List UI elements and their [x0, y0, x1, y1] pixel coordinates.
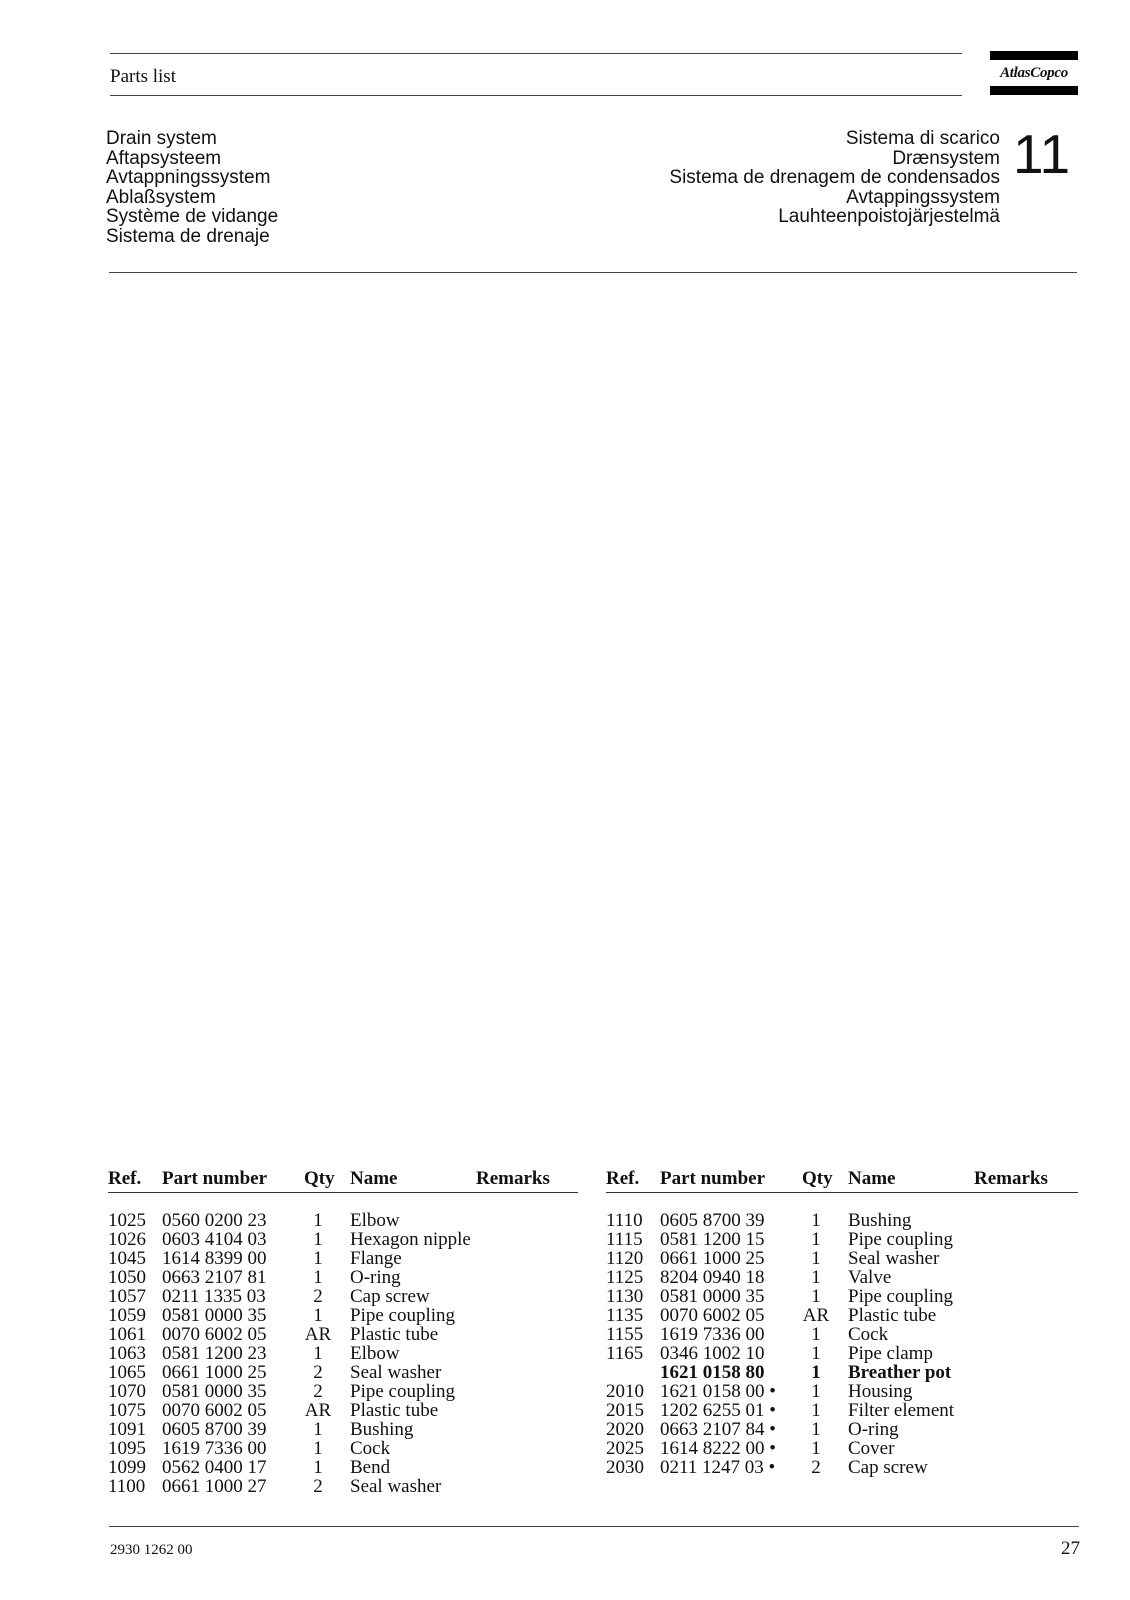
cell-qty: 1 — [811, 1286, 821, 1307]
table-row — [606, 1344, 1078, 1363]
section-titles-right — [669, 129, 1000, 227]
cell-ref: 1026 — [108, 1229, 146, 1250]
col-remarks-header: Remarks — [476, 1168, 550, 1189]
cell-qty: 1 — [313, 1267, 323, 1288]
cell-part-number: 1614 8399 00 — [162, 1248, 267, 1269]
cell-name: Valve — [848, 1267, 892, 1288]
cell-ref: 1045 — [108, 1248, 146, 1269]
table-row — [606, 1382, 1078, 1401]
section-title: Avtappningssystem — [106, 167, 271, 188]
cell-qty: 2 — [313, 1476, 323, 1497]
cell-name: O-ring — [350, 1267, 401, 1288]
header-bottom-rule — [110, 95, 962, 96]
cell-ref: 1155 — [606, 1324, 644, 1345]
cell-part-number: 0346 1002 10 — [660, 1343, 765, 1364]
cell-qty: 1 — [811, 1324, 821, 1345]
table-row — [108, 1230, 578, 1249]
table-row — [606, 1458, 1078, 1477]
cell-name: Plastic tube — [350, 1400, 439, 1421]
cell-part-number: 0581 1200 23 — [162, 1343, 267, 1364]
cell-part-number: 0663 2107 84 • — [660, 1419, 776, 1440]
cell-part-number: 0661 1000 25 — [162, 1362, 267, 1383]
cell-name: Cover — [848, 1438, 895, 1459]
cell-part-number: 0070 6002 05 — [660, 1305, 765, 1326]
table-row — [606, 1325, 1078, 1344]
table-row — [108, 1363, 578, 1382]
cell-name: Seal washer — [350, 1362, 442, 1383]
cell-ref: 1100 — [108, 1476, 146, 1497]
cell-part-number: 0211 1247 03 • — [660, 1457, 776, 1478]
cell-qty: 1 — [811, 1419, 821, 1440]
parts-table-left — [108, 1168, 578, 1497]
cell-name: Cock — [350, 1438, 391, 1459]
section-title: Drain system — [106, 128, 217, 149]
cell-qty: 1 — [313, 1438, 323, 1459]
atlas-copco-logo — [990, 51, 1078, 95]
section-title: Système de vidange — [106, 206, 279, 227]
table-body — [606, 1211, 1078, 1477]
cell-ref: 1050 — [108, 1267, 146, 1288]
cell-ref: 1025 — [108, 1210, 146, 1231]
cell-ref: 1065 — [108, 1362, 146, 1383]
table-row — [108, 1477, 578, 1496]
section-number: 11 — [1013, 123, 1071, 185]
cell-name: Filter element — [848, 1400, 955, 1421]
footer-page-number: 27 — [1061, 1538, 1080, 1559]
cell-qty: 2 — [811, 1457, 821, 1478]
table-row — [606, 1420, 1078, 1439]
cell-ref: 1130 — [606, 1286, 644, 1307]
cell-part-number: 1619 7336 00 — [660, 1324, 765, 1345]
cell-ref: 1063 — [108, 1343, 146, 1364]
table-row — [606, 1268, 1078, 1287]
cell-ref: 1057 — [108, 1286, 146, 1307]
cell-qty: 1 — [811, 1438, 821, 1459]
cell-qty: 1 — [811, 1248, 821, 1269]
cell-ref: 1125 — [606, 1267, 644, 1288]
col-ref-header: Ref. — [108, 1168, 142, 1189]
cell-name: Plastic tube — [350, 1324, 439, 1345]
section-title: Sistema de drenaje — [106, 225, 270, 247]
illustration-area — [109, 285, 1077, 1145]
cell-name: Pipe coupling — [848, 1286, 954, 1307]
section-titles-left — [106, 129, 278, 246]
cell-part-number: 0581 0000 35 — [162, 1305, 267, 1326]
cell-qty: 1 — [313, 1457, 323, 1478]
cell-part-number: 1619 7336 00 — [162, 1438, 267, 1459]
col-part-number-header: Part number — [162, 1168, 268, 1189]
cell-name: Breather pot — [848, 1362, 952, 1383]
cell-name: Pipe coupling — [350, 1305, 456, 1326]
cell-qty: 1 — [313, 1248, 323, 1269]
section-divider — [109, 272, 1077, 273]
cell-ref: 1091 — [108, 1419, 146, 1440]
cell-qty: 1 — [811, 1210, 821, 1231]
parts-table-right — [606, 1168, 1078, 1478]
cell-name: Pipe clamp — [848, 1343, 933, 1364]
section-title: Lauhteenpoistojärjestelmä — [778, 206, 1000, 227]
cell-part-number: 0070 6002 05 — [162, 1400, 267, 1421]
section-title: Sistema de drenagem de condensados — [669, 167, 1000, 188]
cell-part-number: 0603 4104 03 — [162, 1229, 267, 1250]
footer-rule — [109, 1526, 1079, 1527]
col-part-number-header: Part number — [660, 1168, 766, 1189]
col-ref-header: Ref. — [606, 1168, 640, 1189]
cell-part-number: 1621 0158 80 — [660, 1362, 765, 1383]
cell-part-number: 0562 0400 17 — [162, 1457, 267, 1478]
cell-name: Elbow — [350, 1210, 400, 1231]
cell-name: Bushing — [848, 1210, 912, 1231]
cell-ref: 2030 — [606, 1457, 644, 1478]
cell-qty: 2 — [313, 1362, 323, 1383]
cell-name: Bushing — [350, 1419, 414, 1440]
table-row — [606, 1306, 1078, 1325]
table-row — [108, 1211, 578, 1230]
cell-name: Cock — [848, 1324, 889, 1345]
cell-qty: 1 — [313, 1343, 323, 1364]
logo-top-bar — [990, 51, 1078, 60]
cell-qty: 1 — [811, 1229, 821, 1250]
cell-name: Seal washer — [350, 1476, 442, 1497]
cell-ref: 1135 — [606, 1305, 644, 1326]
col-remarks-header: Remarks — [974, 1168, 1048, 1189]
table-row — [606, 1287, 1078, 1306]
cell-part-number: 0211 1335 03 — [162, 1286, 266, 1307]
footer-document-number: 2930 1262 00 — [110, 1542, 193, 1558]
cell-qty: 2 — [313, 1381, 323, 1402]
table-row — [108, 1287, 578, 1306]
cell-part-number: 0661 1000 27 — [162, 1476, 267, 1497]
col-name-header: Name — [848, 1168, 896, 1189]
section-title: Drænsystem — [892, 147, 1000, 169]
table-header — [606, 1168, 1078, 1190]
cell-qty: AR — [802, 1305, 830, 1326]
cell-qty: 2 — [313, 1286, 323, 1307]
cell-part-number: 0661 1000 25 — [660, 1248, 765, 1269]
cell-name: O-ring — [848, 1419, 899, 1440]
cell-part-number: 1202 6255 01 • — [660, 1400, 776, 1421]
cell-name: Flange — [350, 1248, 402, 1269]
table-row — [108, 1268, 578, 1287]
table-row — [108, 1325, 578, 1344]
cell-ref: 1165 — [606, 1343, 644, 1364]
cell-name: Hexagon nipple — [350, 1229, 471, 1250]
cell-ref: 1120 — [606, 1248, 644, 1269]
cell-ref: 2010 — [606, 1381, 644, 1402]
cell-name: Cap screw — [848, 1457, 928, 1478]
cell-ref: 1070 — [108, 1381, 146, 1402]
table-row — [606, 1363, 1078, 1382]
table-row — [108, 1306, 578, 1325]
cell-qty: 1 — [313, 1229, 323, 1250]
col-qty-header: Qty — [304, 1168, 335, 1189]
cell-qty: 1 — [811, 1362, 821, 1383]
cell-name: Housing — [848, 1381, 913, 1402]
cell-qty: 1 — [811, 1381, 821, 1402]
cell-qty: 1 — [313, 1210, 323, 1231]
table-row — [606, 1439, 1078, 1458]
cell-ref: 1099 — [108, 1457, 146, 1478]
cell-ref: 2025 — [606, 1438, 644, 1459]
table-row — [606, 1230, 1078, 1249]
cell-name: Plastic tube — [848, 1305, 937, 1326]
section-title: Avtappingssystem — [846, 186, 1000, 208]
header-title: Parts list — [110, 66, 176, 87]
cell-name: Cap screw — [350, 1286, 430, 1307]
cell-qty: 1 — [811, 1343, 821, 1364]
cell-part-number: 8204 0940 18 — [660, 1267, 765, 1288]
cell-ref: 1075 — [108, 1400, 146, 1421]
table-row — [108, 1382, 578, 1401]
cell-part-number: 0605 8700 39 — [660, 1210, 765, 1231]
cell-part-number: 0605 8700 39 — [162, 1419, 267, 1440]
col-name-header: Name — [350, 1168, 398, 1189]
cell-name: Pipe coupling — [350, 1381, 456, 1402]
cell-ref: 1095 — [108, 1438, 146, 1459]
cell-part-number: 0581 0000 35 — [162, 1381, 267, 1402]
table-row — [108, 1458, 578, 1477]
table-header — [108, 1168, 578, 1190]
cell-part-number: 0581 1200 15 — [660, 1229, 765, 1250]
table-row — [108, 1439, 578, 1458]
cell-qty: AR — [304, 1400, 332, 1421]
logo-bottom-bar — [990, 86, 1078, 95]
table-header-rule — [606, 1192, 1078, 1193]
cell-name: Elbow — [350, 1343, 400, 1364]
header-top-rule — [110, 53, 962, 54]
col-qty-header: Qty — [802, 1168, 833, 1189]
cell-part-number: 0663 2107 81 — [162, 1267, 267, 1288]
table-row — [108, 1401, 578, 1420]
cell-ref: 1110 — [606, 1210, 643, 1231]
cell-part-number: 0070 6002 05 — [162, 1324, 267, 1345]
table-row — [606, 1401, 1078, 1420]
table-row — [606, 1211, 1078, 1230]
cell-ref: 1115 — [606, 1229, 643, 1250]
cell-qty: 1 — [811, 1267, 821, 1288]
cell-qty: 1 — [811, 1400, 821, 1421]
cell-name: Pipe coupling — [848, 1229, 954, 1250]
cell-ref: 2020 — [606, 1419, 644, 1440]
cell-part-number: 1621 0158 00 • — [660, 1381, 776, 1402]
section-title: Ablaßsystem — [106, 186, 216, 208]
table-row — [606, 1249, 1078, 1268]
cell-part-number: 0560 0200 23 — [162, 1210, 267, 1231]
cell-ref: 1061 — [108, 1324, 146, 1345]
section-title: Aftapsysteem — [106, 147, 222, 169]
logo-text: AtlasCopco — [1000, 65, 1068, 81]
table-row — [108, 1344, 578, 1363]
cell-part-number: 1614 8222 00 • — [660, 1438, 776, 1459]
cell-ref: 1059 — [108, 1305, 146, 1326]
table-body — [108, 1211, 578, 1496]
table-row — [108, 1420, 578, 1439]
cell-name: Bend — [350, 1457, 391, 1478]
cell-name: Seal washer — [848, 1248, 940, 1269]
cell-qty: AR — [304, 1324, 332, 1345]
cell-ref: 2015 — [606, 1400, 644, 1421]
table-row — [108, 1249, 578, 1268]
cell-qty: 1 — [313, 1305, 323, 1326]
section-title: Sistema di scarico — [845, 128, 1000, 149]
cell-qty: 1 — [313, 1419, 323, 1440]
cell-part-number: 0581 0000 35 — [660, 1286, 765, 1307]
table-header-rule — [108, 1192, 578, 1193]
